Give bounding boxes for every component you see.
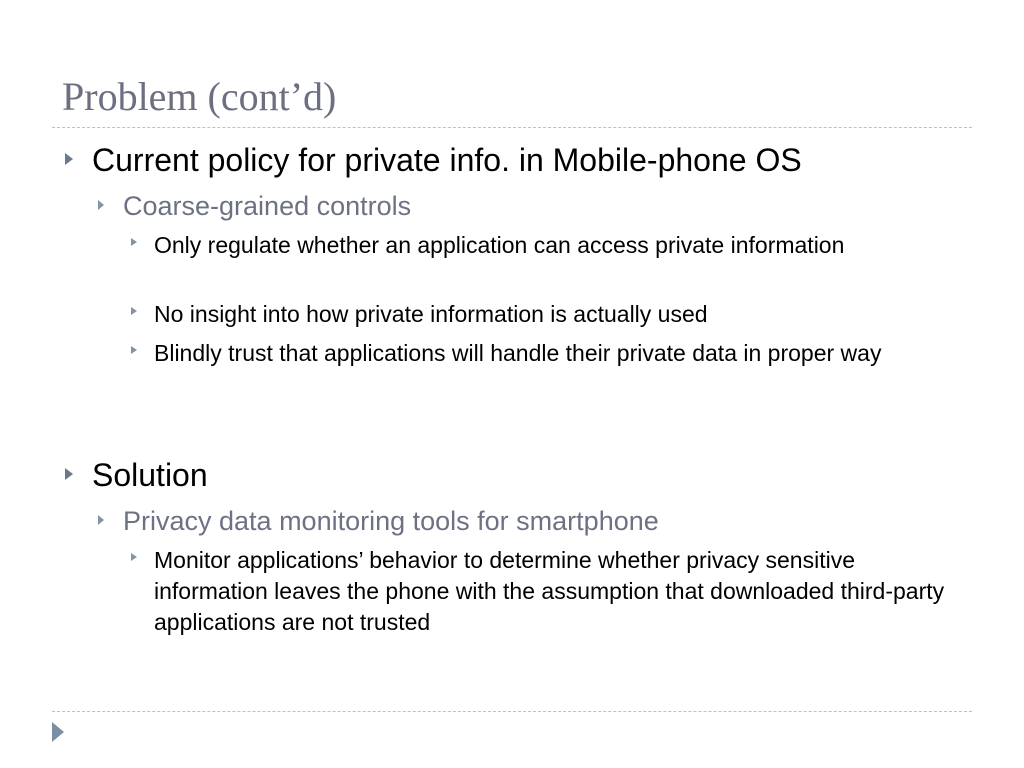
bullet-item-current-policy [92,143,972,177]
triangle-bullet-icon [131,346,137,354]
bullet-text: No insight into how private information is actually used [154,301,708,327]
bullet-item-blindly-trust [154,338,924,369]
bullet-item-solution [92,458,972,492]
bullet-text: Only regulate whether an application can access private information [154,232,845,258]
bullet-text: Solution [92,457,208,493]
triangle-bullet-icon [65,153,73,165]
bullet-text: Monitor applications’ behavior to determine whether privacy sensitive information leaves the phone with the assumption that downloaded third-party applications are not trusted [154,547,945,635]
bullet-text: Blindly trust that applications will handle their private data in proper way [154,340,882,366]
bullet-text: Privacy data monitoring tools for smartphone [123,506,659,536]
triangle-bullet-icon [131,307,137,315]
bullet-item-no-insight [154,299,964,330]
slide-title: Problem (cont’d) [62,74,337,119]
next-slide-arrow-icon[interactable] [52,722,64,742]
bullet-text: Coarse-grained controls [123,191,412,221]
bullet-item-monitor-applications [154,545,969,638]
footer-divider [52,711,972,712]
bullet-item-privacy-tools [123,506,973,536]
triangle-bullet-icon [98,515,104,525]
triangle-bullet-icon [98,200,104,210]
bullet-text: Current policy for private info. in Mobile-phone OS [92,142,802,178]
bullet-item-coarse-grained-controls [123,191,973,221]
triangle-bullet-icon [131,238,137,246]
bullet-item-only-regulate [154,230,879,261]
triangle-bullet-icon [131,553,137,561]
triangle-bullet-icon [65,468,73,480]
